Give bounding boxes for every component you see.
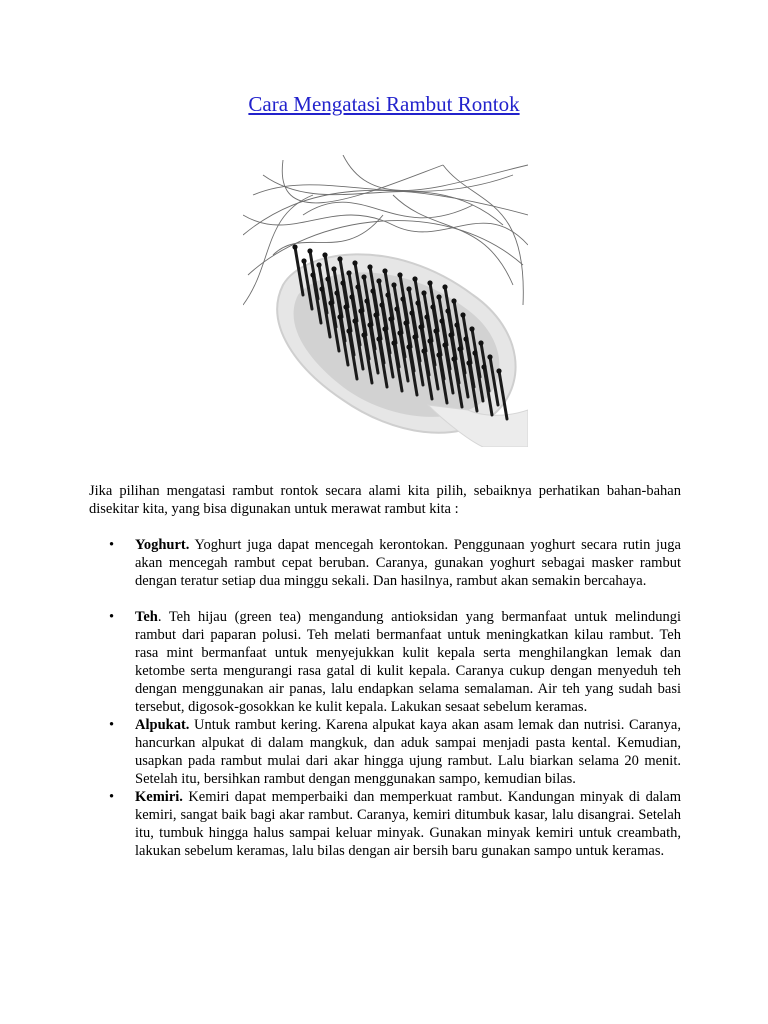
bristle-tip (397, 330, 402, 335)
item-text: Kemiri dapat memperbaiki dan memperkuat rambut. Kandungan minyak di dalam kemiri, sangat baik bagi akar rambut. Caranya, kemiri ditumbuk kasar, lalu disangrai. Setelah itu, tumbuk hingga halus sampai keluar minyak. Gunakan minyak kemiri untuk creambath, lakukan sebelum keramas, lalu bilas dengan air bersih baru gunakan sampo untuk keramas. (135, 789, 681, 859)
bristle-tip (370, 288, 375, 293)
bristle-tip (349, 294, 354, 299)
item-term: Alpukat. (135, 717, 190, 733)
bristle-tip (421, 348, 426, 353)
bristle-tip (388, 316, 393, 321)
bristle-tip (448, 332, 453, 337)
bristle-tip (337, 256, 342, 261)
bristle-tip (406, 344, 411, 349)
bullet-icon: • (109, 609, 115, 625)
bristle-tip (352, 318, 357, 323)
bristle-tip (376, 278, 381, 283)
bristle-tip (382, 326, 387, 331)
bullet-icon: • (109, 537, 115, 553)
hairbrush-with-hair-image (243, 155, 528, 447)
item-text: Yoghurt juga dapat mencegah kerontokan. Penggunaan yoghurt secara rutin juga akan mencegah rambut cepat beruban. Caranya, gunakan yoghurt sebagai masker rambut dengan teratur setiap dua minggu sekali. Dan hasilnya, rambut akan semakin bercahaya. (135, 537, 681, 589)
bristle-tip (337, 314, 342, 319)
item-term: Yoghurt. (135, 537, 190, 553)
bristle-tip (442, 342, 447, 347)
bristle-tip (301, 258, 306, 263)
bristle-tip (436, 294, 441, 299)
bristle-tip (334, 290, 339, 295)
bristle-tip (316, 262, 321, 267)
bullet-icon: • (109, 717, 115, 733)
bristle-tip (382, 268, 387, 273)
list-item (89, 536, 681, 590)
bristle-tip (355, 284, 360, 289)
bristle-tip (430, 304, 435, 309)
bristle-tip (487, 354, 492, 359)
bristle-tip (346, 270, 351, 275)
bristle-tip (346, 328, 351, 333)
bristle-tip (343, 304, 348, 309)
bristle-tip (442, 284, 447, 289)
list-item (89, 608, 681, 716)
bristle-tip (451, 298, 456, 303)
bristle-tip (433, 328, 438, 333)
bristle-tip (439, 318, 444, 323)
bristle-tip (409, 310, 414, 315)
bristle-tip (331, 266, 336, 271)
bristle-tip (391, 282, 396, 287)
bristle-tip (379, 302, 384, 307)
bristle-tip (397, 272, 402, 277)
bristle-tip (328, 300, 333, 305)
bristle-tip (496, 368, 501, 373)
bristle-tip (307, 248, 312, 253)
bristle-tip (418, 324, 423, 329)
list-item (89, 788, 681, 860)
item-text: . Teh hijau (green tea) mengandung antioksidan yang bermanfaat untuk melindungi rambut dari paparan polusi. Teh melati bermanfaat untuk meningkatkan kilau rambut. Teh rasa mint bermanfaat untuk menyejukkan kulit kepala serta menghilangkan lemak dan ketombe serta mengurangi rasa gatal di kulit kepala. Caranya cukup dengan menyeduh teh dengan menggunakan air panas, lalu endapkan selama semalaman. Air teh yang sudah basi tersebut, digosok-gosokkan ke kulit kepala. Lakukan sesaat sebelum keramas. (135, 609, 681, 715)
bristle-tip (469, 326, 474, 331)
bristle-tip (421, 290, 426, 295)
bristle-tip (424, 314, 429, 319)
bristle-tip (436, 352, 441, 357)
bullet-icon: • (109, 789, 115, 805)
bristle-tip (403, 320, 408, 325)
bristle-tip (445, 308, 450, 313)
bristle-tip (373, 312, 378, 317)
bristle-tip (478, 340, 483, 345)
bristle-tip (358, 308, 363, 313)
bristle-tip (481, 364, 486, 369)
list-item (89, 716, 681, 788)
bristle-tip (394, 306, 399, 311)
bristle-tip (361, 274, 366, 279)
bristle-tip (466, 360, 471, 365)
ingredient-list (89, 536, 681, 860)
bristle-tip (376, 336, 381, 341)
page-title (0, 92, 768, 117)
bristle-tip (454, 322, 459, 327)
bristle-tip (319, 286, 324, 291)
bristle-tip (451, 356, 456, 361)
bristle-tip (361, 332, 366, 337)
bristle-tip (364, 298, 369, 303)
item-term: Kemiri. (135, 789, 183, 805)
bristle-tip (325, 276, 330, 281)
bristle-tip (412, 334, 417, 339)
title-link[interactable]: Cara Mengatasi Rambut Rontok (248, 92, 520, 116)
bristle-tip (367, 264, 372, 269)
bristle-tip (292, 244, 297, 249)
item-text: Untuk rambut kering. Karena alpukat kaya akan asam lemak dan nutrisi. Caranya, hancurkan alpukat di dalam mangkuk, dan aduk sampai menjadi pasta kental. Kemudian, usapkan pada rambut mulai dari akar hingga ujung rambut. Lalu biarkan selama 20 menit. Setelah itu, bersihkan rambut dengan menggunakan sampo, kemudian bilas. (135, 717, 681, 787)
bristle-tip (415, 300, 420, 305)
bristle-tip (352, 260, 357, 265)
bristle-tip (463, 336, 468, 341)
bristle-tip (406, 286, 411, 291)
bristle-tip (457, 346, 462, 351)
bristle-tip (391, 340, 396, 345)
item-term: Teh (135, 609, 158, 625)
bristle-tip (460, 312, 465, 317)
bristle-tip (322, 252, 327, 257)
bristle-tip (385, 292, 390, 297)
bristle-tip (310, 272, 315, 277)
intro-paragraph: Jika pilihan mengatasi rambut rontok secara alami kita pilih, sebaiknya perhatikan bahan-bahan disekitar kita, yang bisa digunakan untuk merawat rambut kita : (89, 483, 681, 517)
bristle-tip (472, 350, 477, 355)
bristle-tip (412, 276, 417, 281)
bristle-tip (427, 338, 432, 343)
bristle-tip (427, 280, 432, 285)
bristle-tip (340, 280, 345, 285)
bristle-tip (400, 296, 405, 301)
bristle-tip (367, 322, 372, 327)
